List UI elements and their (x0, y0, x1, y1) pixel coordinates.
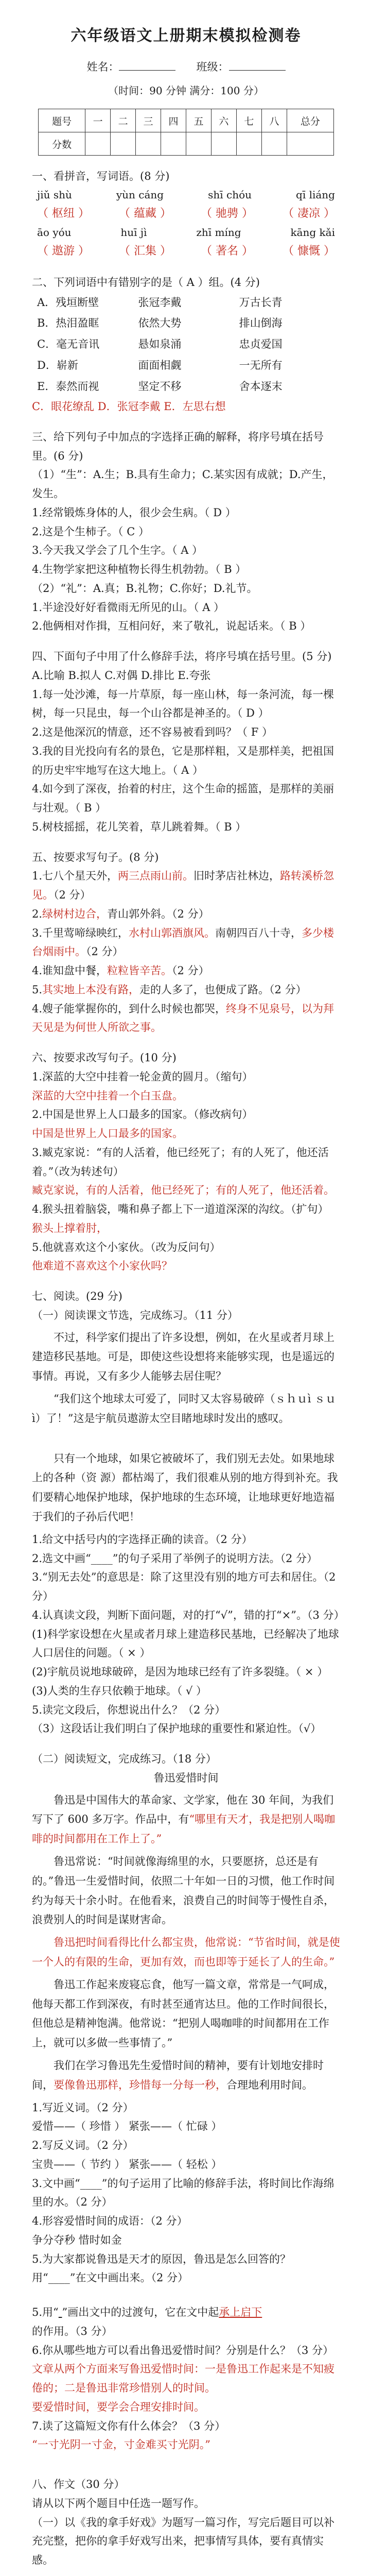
text: 的作用。（3 分） (32, 2325, 113, 2337)
answer: 深蓝的大空中挂着一个白玉盘。 (32, 1089, 183, 1102)
text: （2 分） (172, 964, 209, 977)
table-cell: 题号 (38, 109, 85, 132)
question-text: 4.如今到了深夜，抬着的村庄，这个生命的摇篮，是那样的美丽与壮观。（ B ） (32, 783, 334, 815)
answer: 文章从两个方面来写鲁迅爱惜时间：一是鲁迅工作起来是不知疲倦的；二是鲁迅非常珍惜别人的时间。 (32, 2363, 334, 2395)
answer: 两三点雨山前。 (118, 870, 194, 883)
page-title: 六年级语文上册期末模拟检测卷 (71, 27, 302, 45)
text: 鲁迅是中国伟大的革命家、文学家，他在 30 年间，为我们写下了 600 多万字。作品中，有 (32, 1793, 334, 1826)
answer: 终身不见泉号，以为拜天见是为何世人所欲之事。 (32, 1002, 334, 1034)
text: 4.谁知盘中餐， (32, 964, 108, 977)
section-5 (32, 848, 340, 1038)
answer: （3）这段话让我们明白了保护地球的重要性和紧迫性。（√） (32, 1722, 322, 1735)
table-cell[interactable] (136, 132, 161, 156)
text: 1.七八个星天外， (32, 870, 118, 883)
pinyin-row (32, 186, 340, 204)
answer-row (32, 242, 340, 262)
pinyin: qī liáng (296, 188, 335, 201)
table-cell[interactable] (261, 132, 287, 156)
question-text (32, 905, 340, 924)
question-text: 2.选文中画“____”的句子采用了举例子的说明方法。（2 分） (32, 1552, 318, 1565)
question-text: 5.树枝摇摇，花儿笑着，草儿跳着舞。（ B ） (32, 820, 246, 833)
highlight: “哪里有天才，我是把别人喝咖啡的时间都用在工作上了。” (32, 1813, 336, 1845)
question-text: 1.每一处沙滩，每一片草原，每一座山林，每一条河流，每一棵树，每一只昆虫，每一个山谷都是神圣的。（ D ） (32, 688, 334, 720)
passage-paragraph: 不过，科学家们提出了许多设想，例如，在火星或者月球上建造移民基地。可是，即使这些设想将来能够实现，也是遥远的事情。再说，又有多少人能够去居住呢？ (32, 1331, 334, 1383)
answer: （ 著名 ） (201, 245, 253, 258)
section-8 (32, 2475, 340, 2576)
answer: （ 枢纽 ） (37, 207, 90, 220)
section-6 (32, 1048, 340, 1276)
section-4 (32, 647, 340, 837)
answer: （ 遨游 ） (37, 245, 90, 258)
answer: 承上启下 (219, 2306, 262, 2319)
passage-paragraph: 鲁迅常说：“时间就像海绵里的水，只要愿挤，总还是有的。”鲁迅一生爱惜时间，依照二十年如一日的习惯，他工作时间约为每天十余小时。在他看来，浪费自己的时间等于慢性自杀，浪费别人的时间是谋财害命。 (32, 1855, 335, 1926)
question-text: 3.我的目光投向有名的景色，它是那样粗，又是那样美，把祖国的历史牢牢地写在这大地上。（ A ） (32, 744, 334, 776)
text: 青山郭外斜。（2 分） (107, 907, 209, 920)
question-text (32, 999, 340, 1038)
answer: “一寸光阴一寸金，寸金难买寸光阴。” (32, 2438, 210, 2451)
question-text: 5.读完文段后，你想说出什么？（2 分） (32, 1703, 226, 1716)
answer: 中国是世界上人口最多的国家。 (32, 1127, 183, 1140)
question-text: 4.认真读文段，判断下面问题，对的打“√”，错的打“×”。（3 分） (32, 1608, 345, 1621)
table-cell: 七 (236, 109, 261, 132)
question-text (32, 2303, 340, 2341)
table-cell: 八 (261, 109, 287, 132)
table-cell: 一 (85, 109, 111, 132)
table-cell[interactable] (186, 132, 211, 156)
table-cell: 总分 (287, 109, 333, 132)
pinyin: yùn cáng (116, 188, 164, 201)
answer: 其实地上本没有路， (42, 983, 140, 996)
answer: 绿树村边合， (42, 907, 108, 920)
question-text: 5.为大家都说鲁迅是天才的原因，鲁迅是怎么回答的？用“____”在文中画出来。（2 分） (32, 2252, 291, 2284)
question-text: 4.生物学家把这种植物长得生机勃勃。（ B ） (32, 563, 246, 576)
table-cell: 六 (211, 109, 236, 132)
question-text: 5.他就喜欢这个小家伙。（改为反问句） (32, 1241, 221, 1253)
question-text: 1.深蓝的大空中挂着一轮金黄的圆月。（缩句） (32, 1070, 253, 1083)
word: 忠贞爱国 (239, 338, 283, 351)
question-text: 2.中国是世界上人口最多的国家。（修改病句） (32, 1108, 253, 1121)
question-text: 4.形容爱惜时间的成语：（2 分） (32, 2215, 188, 2228)
answer: （ 蕴藏 ） (119, 207, 171, 220)
text: 5.用“ (32, 2306, 59, 2319)
section-heading: 五、按要求写句子。(8 分) (32, 851, 159, 863)
table-cell: 三 (136, 109, 161, 132)
answer: （ 驰骋 ） (201, 207, 253, 220)
time-info: （时间：90 分钟 满分：100 分） (108, 84, 264, 97)
question-text: 3.今天我又学会了几个生字。（ A ） (32, 544, 203, 557)
section-heading: 八、作文（30 分） (32, 2478, 125, 2491)
word: 悬如泉涌 (138, 338, 182, 351)
pinyin: zhī míng (196, 226, 241, 239)
question-text (32, 867, 340, 905)
passage-paragraph: 鲁迅工作起来废寝忘食，他写一篇文章，常常是一气呵成，他每天都工作到深夜，有时甚至通宵达旦。他的工作时间很长，但他总是精神饱满。他常说：“把别人喝咖啡的时间都用在工作上，就可以多做一些事情了。” (32, 1978, 334, 2049)
word-grid (32, 292, 340, 398)
table-cell: 四 (161, 109, 186, 132)
pinyin: āo yóu (37, 226, 72, 239)
text: 5. (32, 983, 43, 996)
question-text: 2.这是他深沉的情意，还不容易被看到吗？（ F ） (32, 726, 273, 739)
answer: 宝贵——（ 节约 ） 紧张——（ 轻松 ） (32, 2158, 222, 2171)
answer: 猴头上撑着肘， (32, 1222, 108, 1234)
table-cell: 二 (111, 109, 136, 132)
text: 合理地利用时间。 (226, 2078, 313, 2091)
question-text: 1.给文中括号内的字选择正确的读音。（2 分） (32, 1533, 253, 1546)
topic-1: （一）以《我的拿手好戏》为题写一篇习作，写完后题目可以补充完整，把你的拿手好戏写出来，把事情写具体，要有真情实感。 (32, 2516, 334, 2567)
answer: 他难道不喜欢这个小家伙吗？ (32, 1260, 172, 1273)
instruction: 请从以下两个题目中任选一题写作。 (32, 2497, 205, 2510)
word: A．残垣断壁 (37, 296, 99, 309)
student-info (32, 59, 340, 74)
question-text: (1)科学家设想在火星或者月球上建造移民基地，已经解决了地球人口居住的问题。（ × ） (32, 1628, 339, 1659)
table-cell[interactable] (236, 132, 261, 156)
question-text: 2.这是个生柿子。（ C ） (32, 525, 149, 538)
answer: （ 汇集 ） (119, 245, 171, 258)
score-table (38, 109, 334, 156)
text: 4.嫂子能掌握你的，到什么时候也都哭， (32, 1002, 226, 1015)
highlight: 要像鲁迅那样，珍惜每一分每一秒， (54, 2078, 226, 2091)
question-text: 3.“别无去处”的意思是：除了这里没有别的地方可去和居住。（2 分） (32, 1571, 336, 1603)
table-cell[interactable] (287, 132, 333, 156)
sub-heading: （二）阅读短文，完成练习。（18 分） (32, 1753, 217, 1766)
word: D．崭新 (37, 359, 78, 372)
answer-row (32, 204, 340, 224)
word: 坚定不移 (138, 380, 182, 393)
question-text: 4.猴头扭着脑袋，嘴和鼻子都上下一道道深深的沟纹。（扩句） (32, 1203, 329, 1216)
text: 2. (32, 907, 43, 920)
question-text: (2)宇航员说地球破碎，是因为地球已经有了许多裂缝。（ × ） (32, 1666, 328, 1679)
answer: 多少楼台烟雨中。 (32, 926, 334, 958)
question-text: 3.文中画“____”的句子运用了比喻的修辞手法，将时间比作海绵里的水。（2 分） (32, 2177, 334, 2209)
passage-paragraph: “我们这个地球太可爱了，同时又太容易破碎（ｓｈｕì ｓｕì）了！”这是宇航员遨游太空目睹地球时发出的感叹。 (32, 1393, 337, 1425)
question-text: 3.臧克家说：“有的人活着，他已经死了；有的人死了，他还活着。”（改为转述句） (32, 1146, 329, 1178)
word: 张冠李戴 (138, 296, 182, 309)
options-line: A.比喻 B.拟人 C.对偶 D.排比 E.夸张 (32, 669, 211, 682)
answer: 路转溪桥忽见。 (32, 870, 334, 902)
question-text (32, 980, 340, 999)
answer: 臧克家说，有的人活着，他已经死了；有的人死了，他还活着。 (32, 1184, 334, 1197)
essay-title: 鲁迅爱惜时间 (153, 1771, 219, 1784)
passage-paragraph: 鲁迅把时间看得比什么都宝贵，他常说：“节省时间，就是使一个人的有限的生命，更加有效，而也即等于延长了人的生命。” (32, 1936, 340, 1968)
class-label: 班级： (196, 61, 229, 73)
word: 万古长青 (239, 296, 283, 309)
table-cell[interactable] (161, 132, 186, 156)
section-1 (32, 167, 340, 262)
answer: 要爱惜时间，要学会合理安排时间。 (32, 2400, 205, 2413)
answer: 水村山郭酒旗风。 (129, 926, 216, 939)
passage-paragraph (32, 2056, 340, 2095)
section-heading: 六、按要求改写句子。(10 分) (32, 1052, 177, 1064)
passage-paragraph: 只有一个地球，如果它被破坏了，我们别无去处。如果地球上的各种（资 源）都枯竭了，我们很难从别的地方得到补充。我们要精心地保护地球，保护地球的生态环境，让地球更好地造福于我们的子孙后代吧！ (32, 1452, 338, 1523)
word: 依然大势 (138, 317, 182, 330)
answer: 粒粒皆辛苦。 (107, 964, 172, 977)
text: 南朝四百八十寺， (215, 926, 302, 939)
table-cell[interactable] (211, 132, 236, 156)
pinyin: kāng kǎi (290, 226, 335, 239)
question-text: 1.半途没好好看微雨无所见的山。（ A ） (32, 601, 225, 614)
class-field[interactable] (229, 61, 286, 71)
text: 我们在学习鲁迅先生爱惜时间的精神，要有计划地安排时间， (32, 2059, 324, 2091)
text: 走的人多了，也便成了路。（2 分） (139, 983, 307, 996)
section-heading: 三、给下列句子中加点的字选择正确的解释，将序号填在括号里。(6 分) (32, 430, 324, 462)
question-text: (3)人类的生存只依赖于地球。（ √ ） (32, 1684, 207, 1697)
word: B．热泪盈眶 (37, 317, 99, 330)
text: （2 分） (86, 945, 124, 958)
word: 一无所有 (239, 359, 283, 372)
sub-heading: （一）阅读课文节选，完成练习。（11 分） (32, 1309, 238, 1321)
pinyin-row (32, 224, 340, 242)
question-text: 6.你从哪些地方可以看出鲁迅爱惜时间？分别是什么？（3 分） (32, 2344, 334, 2357)
section-2 (32, 273, 340, 416)
question-text: 2.写反义词。（2 分） (32, 2139, 134, 2152)
word: 排山倒海 (239, 317, 283, 330)
answer-line: C．眼花缭乱 D．张冠李戴 E．左思右想 (32, 400, 226, 413)
question-text: 7.读了这篇短文你有什么体会？（3 分） (32, 2419, 226, 2432)
name-field[interactable] (119, 61, 175, 71)
question-text: 2.他俩相对作揖，互相问好，来了敬礼，说起话来。（ B ） (32, 620, 311, 633)
question-text: 1.经常锻炼身体的人，很少会生病。（ D ） (32, 506, 236, 519)
pinyin: shī chóu (208, 188, 252, 201)
name-label: 姓名： (86, 61, 119, 73)
score-table-header-row (38, 109, 333, 132)
text: （2 分） (54, 889, 91, 902)
score-table-score-row (38, 132, 333, 156)
text: ”画出文中的过渡句，它在文中起 (62, 2306, 219, 2319)
section-7-part-2 (32, 1750, 340, 2454)
section-heading: 二、下列词语中有错别字的是（ A ）组。(4 分) (32, 276, 260, 289)
word: 面面相觑 (138, 359, 182, 372)
table-cell[interactable] (85, 132, 111, 156)
answer: 争分夺秒 惜时如金 (32, 2233, 122, 2246)
word: 舍本逐末 (239, 380, 283, 393)
section-7 (32, 1287, 345, 1738)
table-cell: 分数 (38, 132, 85, 156)
question-text (32, 924, 340, 962)
section-3 (32, 428, 340, 636)
section-heading: 七、阅读。(29 分) (32, 1290, 122, 1303)
passage-paragraph (32, 1791, 340, 1849)
word: E．泰然而视 (37, 380, 99, 393)
question-text (32, 961, 340, 980)
question-text: （1）“生”：A.生；B.具有生命力；C.某实因有成就；D.产生，发生。 (32, 468, 333, 500)
text: 3.千里莺啼绿映红， (32, 926, 129, 939)
section-heading: 一、看拼音，写词语。(8 分) (32, 170, 170, 182)
answer: 爱惜——（ 珍惜 ） 紧张——（ 忙碌 ） (32, 2120, 222, 2133)
section-heading: 四、下面句子中用了什么修辞手法，将序号填在括号里。(5 分) (32, 650, 332, 663)
pinyin: huī jì (120, 226, 147, 239)
answer: （ 凄凉 ） (283, 207, 335, 220)
pinyin: jiǔ shù (37, 188, 72, 201)
question-text: 1.写近义词。（2 分） (32, 2101, 134, 2114)
question-text: （2）“礼”：A.真；B.礼物；C.你好；D.礼节。 (32, 582, 258, 595)
table-cell[interactable] (111, 132, 136, 156)
table-cell: 五 (186, 109, 211, 132)
answer: （ 慷慨 ） (283, 245, 335, 258)
word: C．毫无音讯 (37, 338, 100, 351)
text: 旧时茅店社林边， (193, 870, 280, 883)
